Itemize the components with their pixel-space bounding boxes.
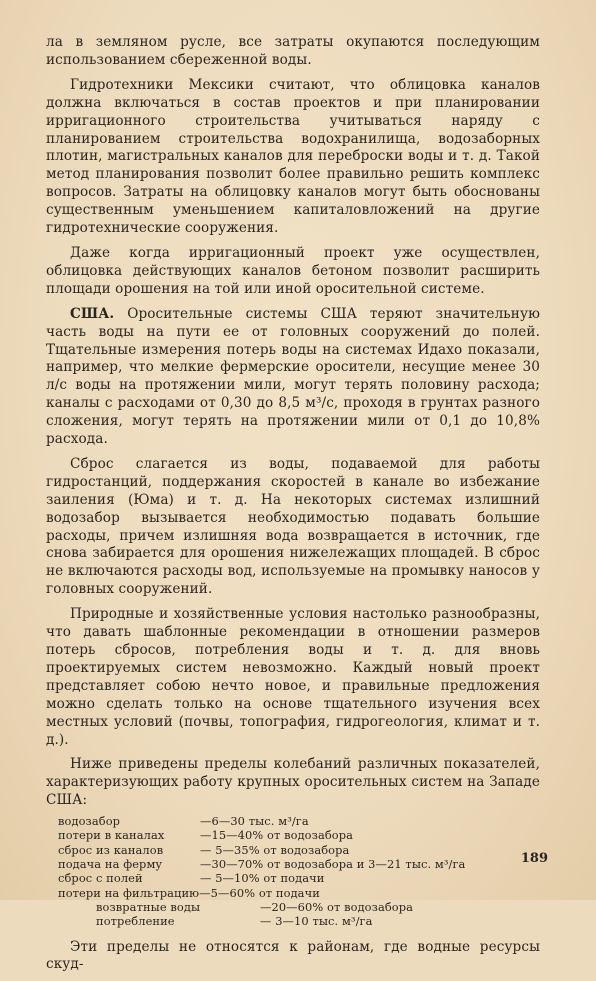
- indicator-label: потери в каналах: [58, 828, 165, 843]
- indicator-row: [58, 828, 540, 842]
- indicator-row: [58, 886, 540, 900]
- paragraph-discharge: Сброс слагается из воды, подаваемой для работы гидростанций, поддержания скоростей в канале во избежание заиления (Юма) и т. д. На некоторых системах излишний водозабор вызывается необходимостью подавать большие расходы, причем излишняя вода возвращается в источник, где снова забирается для орошения нижележащих площадей. В сброс не включаются расходы вод, используемые на промывку наносов у головных сооружений.: [46, 455, 540, 598]
- paragraph-lining: Даже когда ирригационный проект уже осуществлен, облицовка действующих каналов бетоном позволит расширить площади орошения на той или иной оросительной системе.: [46, 244, 540, 297]
- indicator-label: возвратные воды: [96, 899, 201, 914]
- indicator-value: —30—70% от водозабора и 3—21 тыс. м³/га: [200, 857, 466, 872]
- indicator-row: [58, 857, 540, 871]
- indicator-value: —15—40% от водозабора: [200, 828, 354, 843]
- indicator-value: —5—60% от подачи: [199, 885, 320, 900]
- indicator-value: —6—30 тыс. м³/га: [200, 814, 309, 829]
- paragraph-closing: Эти пределы не относятся к районам, где водные ресурсы скуд-: [46, 938, 540, 973]
- paragraph-usa: [46, 306, 540, 449]
- indicator-value: — 5—35% от водозабора: [200, 842, 350, 857]
- indicator-row-sub: [58, 914, 540, 928]
- indicator-label: водозабор: [58, 814, 121, 829]
- indicator-value: — 5—10% от подачи: [200, 871, 325, 886]
- page-text: [46, 34, 540, 981]
- indicator-value: —20—60% от водозабора: [260, 899, 414, 914]
- indicator-label: потери на фильтрацию: [58, 885, 200, 900]
- paragraph-continued: ла в земляном русле, все затраты окупаются последующим использованием сбереженной воды.: [46, 34, 540, 68]
- paragraph-mexico: Гидротехники Мексики считают, что облицовка каналов должна включаться в состав проектов и при планировании ирригационного строительства учитываться наряду с планированием строительства водохранилища, водозаборных плотин, магистральных каналов для переброски воды и т. д. Такой метод планирования позволит более правильно решить комплекс вопросов. Затраты на облицовку каналов могут быть обоснованы существенным уменьшением капиталовложений на другие гидротехнические сооружения.: [46, 76, 540, 237]
- indicator-row: [58, 814, 540, 828]
- indicator-list: [58, 814, 540, 928]
- paragraph-conditions: Природные и хозяйственные условия настолько разнообразны, что давать шаблонные рекомендации в отношении размеров потерь сбросов, потребления воды и т. д. для вновь проектируемых систем невозможно. Каждый новый проект представляет собою нечто новое, и правильные предложения можно сделать только на основе тщательного изучения всех местных условий (почвы, топография, гидрогеология, климат и т. д.).: [46, 606, 540, 748]
- indicator-label: сброс из каналов: [58, 842, 164, 857]
- paragraph-usa-text: Оросительные системы США теряют значительную часть воды на пути ее от головных сооружений до полей. Тщательные измерения потерь воды на системах Идахо показали, например, что мелкие фермерские оросители, несущие менее 30 л/с воды на протяжении мили, могут терять половину расхода; каналы с расходами от 0,30 до 8,5 м³/с, проходя в грунтах разного сложения, могут терять на протяжении мили от 0,1 до 10,8% расхода.: [46, 305, 540, 448]
- indicator-value: — 3—10 тыс. м³/га: [260, 914, 373, 929]
- indicator-row: [58, 843, 540, 857]
- indicator-label: потребление: [96, 914, 175, 929]
- indicator-label: подача на ферму: [58, 857, 163, 872]
- paragraph-limits-intro: Ниже приведены пределы колебаний различных показателей, характеризующих работу крупных оросительных систем на Западе США:: [46, 756, 540, 809]
- page-number: 189: [520, 851, 548, 866]
- indicator-label: сброс с полей: [58, 871, 143, 886]
- indicator-row: [58, 871, 540, 885]
- indicator-row-sub: [58, 900, 540, 914]
- country-heading: США.: [70, 305, 115, 322]
